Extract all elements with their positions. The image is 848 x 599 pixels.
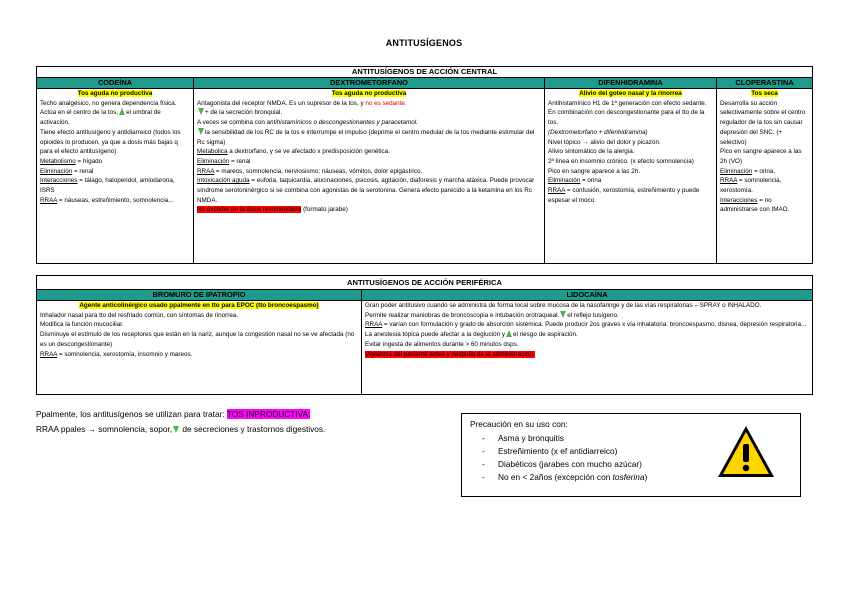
codeina-line: el umbral de activación. [40, 109, 161, 127]
precaution-item [482, 471, 647, 484]
clope-line: Desarrolla su acción selectivamente sobre el centro regulador de la tos sin causar depresión del SNC. (+ selectivo) [720, 99, 806, 146]
precaution-text: ) [644, 472, 648, 482]
dextro-line: a dextrorfano, y se ve afectado x predisposición genética. [229, 148, 390, 156]
difen-line: = confusión, xerostomía, estreñimiento y puede espesar el moco. [548, 187, 700, 204]
lidocaina-cell [362, 301, 813, 395]
codeina-label: RRAA [40, 196, 58, 204]
dextro-line: = renal [230, 157, 251, 165]
arrow-down-icon [198, 128, 204, 135]
warning-icon [716, 424, 776, 480]
dextro-indication: Tos aguda no productiva [331, 90, 407, 97]
codeina-line: Tiene efecto antitusígeno y antidiarreico (todos los opioides lo producen, ya que a dosis más bajas q para el efecto antitusígeno) [40, 128, 181, 156]
dextro-line: la sensibilidad de los RC de la tos e interrumpe el impulso (deprime el centro medular de la tos mediante estimular del Rc sigma) [197, 128, 535, 146]
arrow-down-icon [560, 311, 566, 318]
ipatropio-line: Inhalador nasal para tto del resfriado común, con síntomas de rinorrea. [40, 311, 239, 319]
lidocaina-header: LIDOCAÍNA [362, 290, 813, 301]
codeina-line: Techo analgésico, no genera dependencia física. [40, 99, 177, 107]
precaution-box [461, 413, 801, 497]
dextro-line: Antagonista del receptor NMDA. Es un supresor de la tos, y [197, 99, 364, 107]
ipatropio-label: RRAA [40, 350, 58, 358]
precaution-item: - Estreñimiento (x ef antidiarreico) [482, 445, 647, 458]
precaution-title: Precaución en su uso con: [470, 419, 568, 429]
arrow-down-icon [198, 108, 204, 115]
clope-line: = somnolencia, xerostomía. [720, 177, 782, 195]
lidocaina-line: Gran poder antitusivo cuando se administra de forma local sobre mucosa de la nasofaringe y de las vías respiratorias – SPRAY o INHALADO. [365, 302, 762, 309]
ipatropio-line: = somnolencia, xerostomía, insomnio y mareos. [58, 350, 193, 358]
lidocaina-warning: Vigilancia del paciente antes y después de la administración. [365, 350, 535, 358]
footer-line-1 [36, 408, 310, 420]
codeina-line: = hígado [77, 157, 103, 165]
dextro-label: Eliminación [197, 157, 230, 165]
difen-line: Pico en sangre aparece a las 2h. [548, 167, 641, 175]
precaution-item: - Asma y bronquitis [482, 432, 647, 445]
ipatropio-line: Modifica la función mucociliar. [40, 321, 124, 329]
lidocaina-line: Permite realizar maniobras de broncoscopia e intubación orotraqueal. [365, 311, 560, 319]
peripheral-header: ANTITUSÍGENOS DE ACCIÓN PERIFÉRICA [37, 276, 813, 290]
arrow-down-icon [173, 426, 179, 433]
cloperastina-header: CLOPERASTINA [717, 78, 813, 89]
codeina-indication: Tos aguda no productiva [77, 90, 153, 97]
footer-text: Ppalmente, los antitusígenos se utilizan para tratar: [36, 409, 225, 419]
dextro-line: + de la secreción bronquial. [205, 109, 283, 117]
ipatropio-line: Disminuye el estímulo de los receptores que están en la nariz, aunque la congestión nasal no se ve afectada (no es un descongestionante) [40, 331, 355, 348]
codeina-cell [37, 89, 194, 264]
ipatropio-cell [37, 301, 362, 395]
codeina-line: = náuseas, estreñimiento, somnolencia... [58, 196, 174, 204]
central-table [36, 66, 813, 264]
central-header: ANTITUSÍGENOS DE ACCIÓN CENTRAL [37, 67, 813, 78]
dextro-line: antihistamínicos o descongestionantes y paracetamol. [266, 119, 418, 127]
precaution-item: - Diabéticos (jarabes con mucho azúcar) [482, 458, 647, 471]
codeina-line: Actúa en el centro de la tos, [40, 109, 119, 117]
ipatropio-header: BROMURO DE IPATROPIO [37, 290, 362, 301]
precaution-text: tosferina [612, 472, 645, 482]
page-title: ANTITUSÍGENOS [385, 38, 463, 48]
lidocaina-line: el reflejo tusígeno. [567, 311, 619, 319]
difen-indication: Alivio del goteo nasal y la rinorrea [579, 90, 682, 97]
dextro-warning: No exceder de la dosis recomendada [197, 206, 302, 214]
dextro-line: (formato jarabe) [303, 206, 348, 214]
dextro-line: = mareos, somnolencia, nerviosismo; náuseas, vómitos, dolor epigástrico. [215, 167, 423, 175]
difen-line: Alivio sintomático de la alergia. [548, 148, 635, 156]
footer-text: de secreciones y trastornos digestivos. [182, 424, 326, 434]
codeina-line: = tálago, haloperidol, amiodarona, ISRS [40, 177, 175, 195]
difen-label: Eliminación [548, 177, 581, 185]
codeina-label: Interacciones [40, 177, 78, 185]
precaution-list [482, 432, 647, 484]
clope-line: Pico en sangre aparece a las 2h (VO) [720, 148, 802, 165]
arrow-up-icon [119, 108, 125, 115]
clope-indication: Tos seca [751, 90, 778, 97]
difenhidramina-cell [545, 89, 717, 264]
dextro-line: = euforia, taquicardia, alucinaciones, psicosis, agitación, diaforesis y marcha atáxica. Puede provocar síndrome serotoninérgico si se combina con agonistas de la serotonina. Genera efecto parecido a la ketamina en los Rc NMDA. [197, 177, 535, 204]
dextro-line: A veces se combina con [197, 119, 265, 127]
clope-label: Interacciones [720, 196, 758, 204]
footer-highlight: TOS INPRODUCTIVA. [226, 409, 311, 419]
difenhidramina-header: DIFENHIDRAMINA [545, 78, 717, 89]
clope-line: = orina. [753, 167, 776, 175]
precaution-text: No en < 2años (excepción con [498, 472, 611, 482]
lidocaina-line: = varían con formulación y grado de absorción sistémica. Puede producir 2os graves x vía inhalatoria: broncoespasmo, disnea, depresión respiratoria... [383, 321, 807, 329]
dextro-label: Metabolica [197, 148, 228, 156]
difen-line: (Dextrometorfano + difenhidramina) [548, 128, 648, 136]
codeina-label: Metabolismo [40, 157, 76, 165]
difen-label: RRAA [548, 187, 566, 195]
clope-line: = no administrarse con IMAO. [720, 196, 790, 214]
codeina-line: = renal [73, 167, 94, 175]
dextro-label: Intoxicación aguda [197, 177, 250, 185]
footer-line-2 [36, 423, 325, 435]
difen-line: = orina [581, 177, 602, 185]
footer-text: RRAA ppales → somnolencia, sopor, [36, 424, 173, 434]
dextro-no-sedante: no es sedante. [365, 99, 407, 107]
difen-line: Antihistamínico H1 de 1ª generación con efecto sedante. En combinación con descongestionante para el tto de la tos. [548, 99, 707, 127]
peripheral-table [36, 275, 813, 395]
lidocaina-label: RRAA [365, 321, 383, 329]
dextrometorfano-cell [194, 89, 545, 264]
lidocaina-line: el riesgo de aspiración. [513, 331, 578, 339]
codeina-header: CODEÍNA [37, 78, 194, 89]
dextro-label: RRAA [197, 167, 215, 175]
difen-line: 2ª línea en insomnio crónico. (x efecto somnolencia) [548, 157, 694, 165]
difen-line: Nivel tópico → alivio del dolor y picazón. [548, 138, 661, 146]
dextrometorfano-header: DEXTROMETORFANO [194, 78, 545, 89]
lidocaina-line: Evitar ingesta de alimentos durante > 60 minutos dsps. [365, 340, 519, 348]
clope-label: RRAA [720, 177, 738, 185]
arrow-up-icon [506, 330, 512, 337]
codeina-label: Eliminación [40, 167, 73, 175]
clope-label: Eliminación [720, 167, 753, 175]
cloperastina-cell [717, 89, 813, 264]
ipatropio-indication: Agente anticolinérgico usado ppalmente en tto para EPOC (tto broncoespasmo) [79, 302, 319, 309]
lidocaina-line: La anestesia tópica puede afectar a la deglución y [365, 331, 506, 339]
